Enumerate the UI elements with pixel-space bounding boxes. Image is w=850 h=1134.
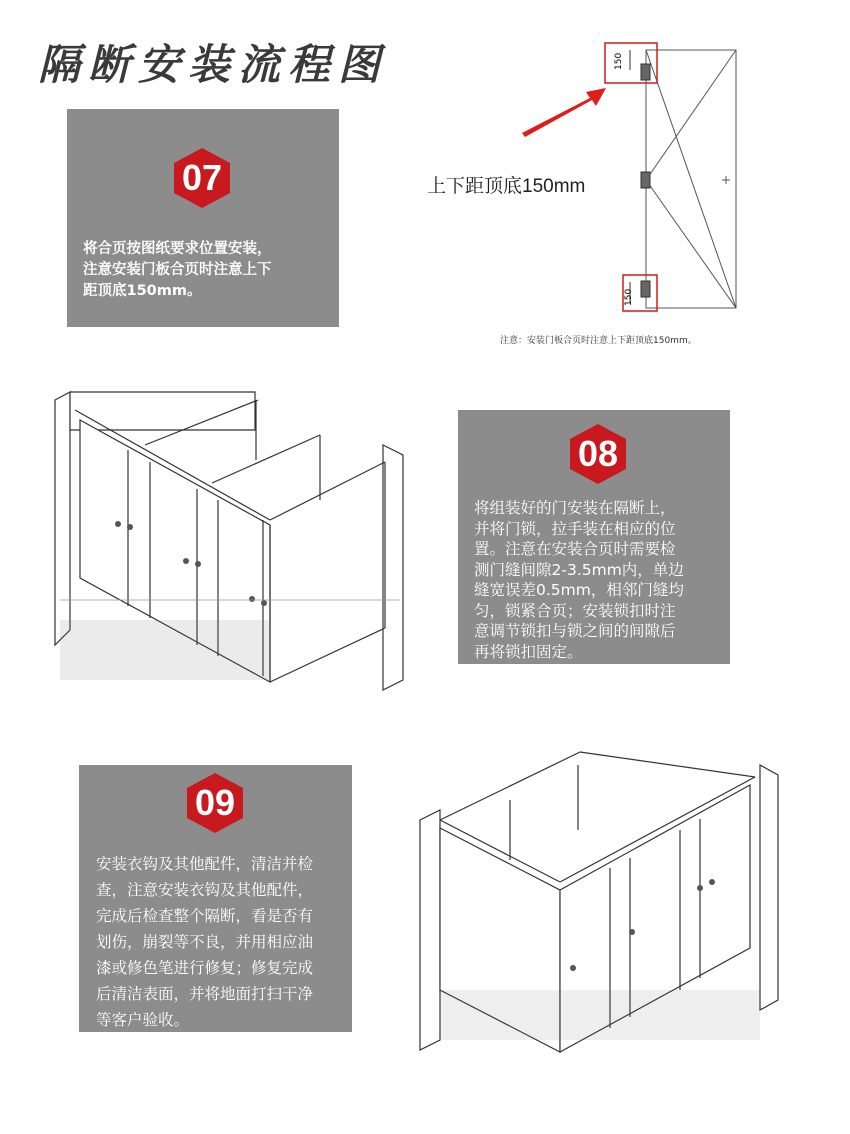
step-07-text: 将合页按图纸要求位置安装， 注意安装门板合页时注意上下 距顶底150mm。 bbox=[83, 241, 272, 299]
page-title: 隔断安装流程图 bbox=[38, 40, 389, 89]
step-07-number: 07 bbox=[181, 157, 223, 198]
step-09-card bbox=[79, 765, 352, 1032]
step-09-number: 09 bbox=[194, 782, 236, 823]
step-09-text: 安装衣钩及其他配件，清洁并检 查，注意安装衣钩及其他配件， 完成后检查整个隔断，看是否有 划伤，崩裂等不良，并用相应油 漆或修色笔进行修复；修复完成 后清洁表面，并将地面打扫干净 等客户验收。 bbox=[96, 855, 314, 1029]
hinge-callout: 上下距顶底150mm bbox=[427, 176, 586, 197]
hinge-note: 注意：安装门板合页时注意上下距顶底150mm。 bbox=[500, 336, 697, 346]
step-08-number: 08 bbox=[577, 433, 619, 474]
step-08-text: 将组装好的门安装在隔断上， 并将门锁，拉手装在相应的位 置。注意在安装合页时需要检 测门缝间隙2-3.5mm内，单边 缝宽误差0.5mm，相邻门缝均 匀，锁紧合页；安装锁扣时注 意调节锁扣与锁之间的间隙后 再将锁扣固定。 bbox=[474, 499, 684, 661]
dimension-top: 150 bbox=[614, 52, 624, 70]
step-08-badge bbox=[566, 422, 630, 486]
dimension-bottom: 150 bbox=[624, 288, 634, 306]
step-09-badge bbox=[183, 771, 247, 835]
step-08-card bbox=[458, 410, 730, 664]
